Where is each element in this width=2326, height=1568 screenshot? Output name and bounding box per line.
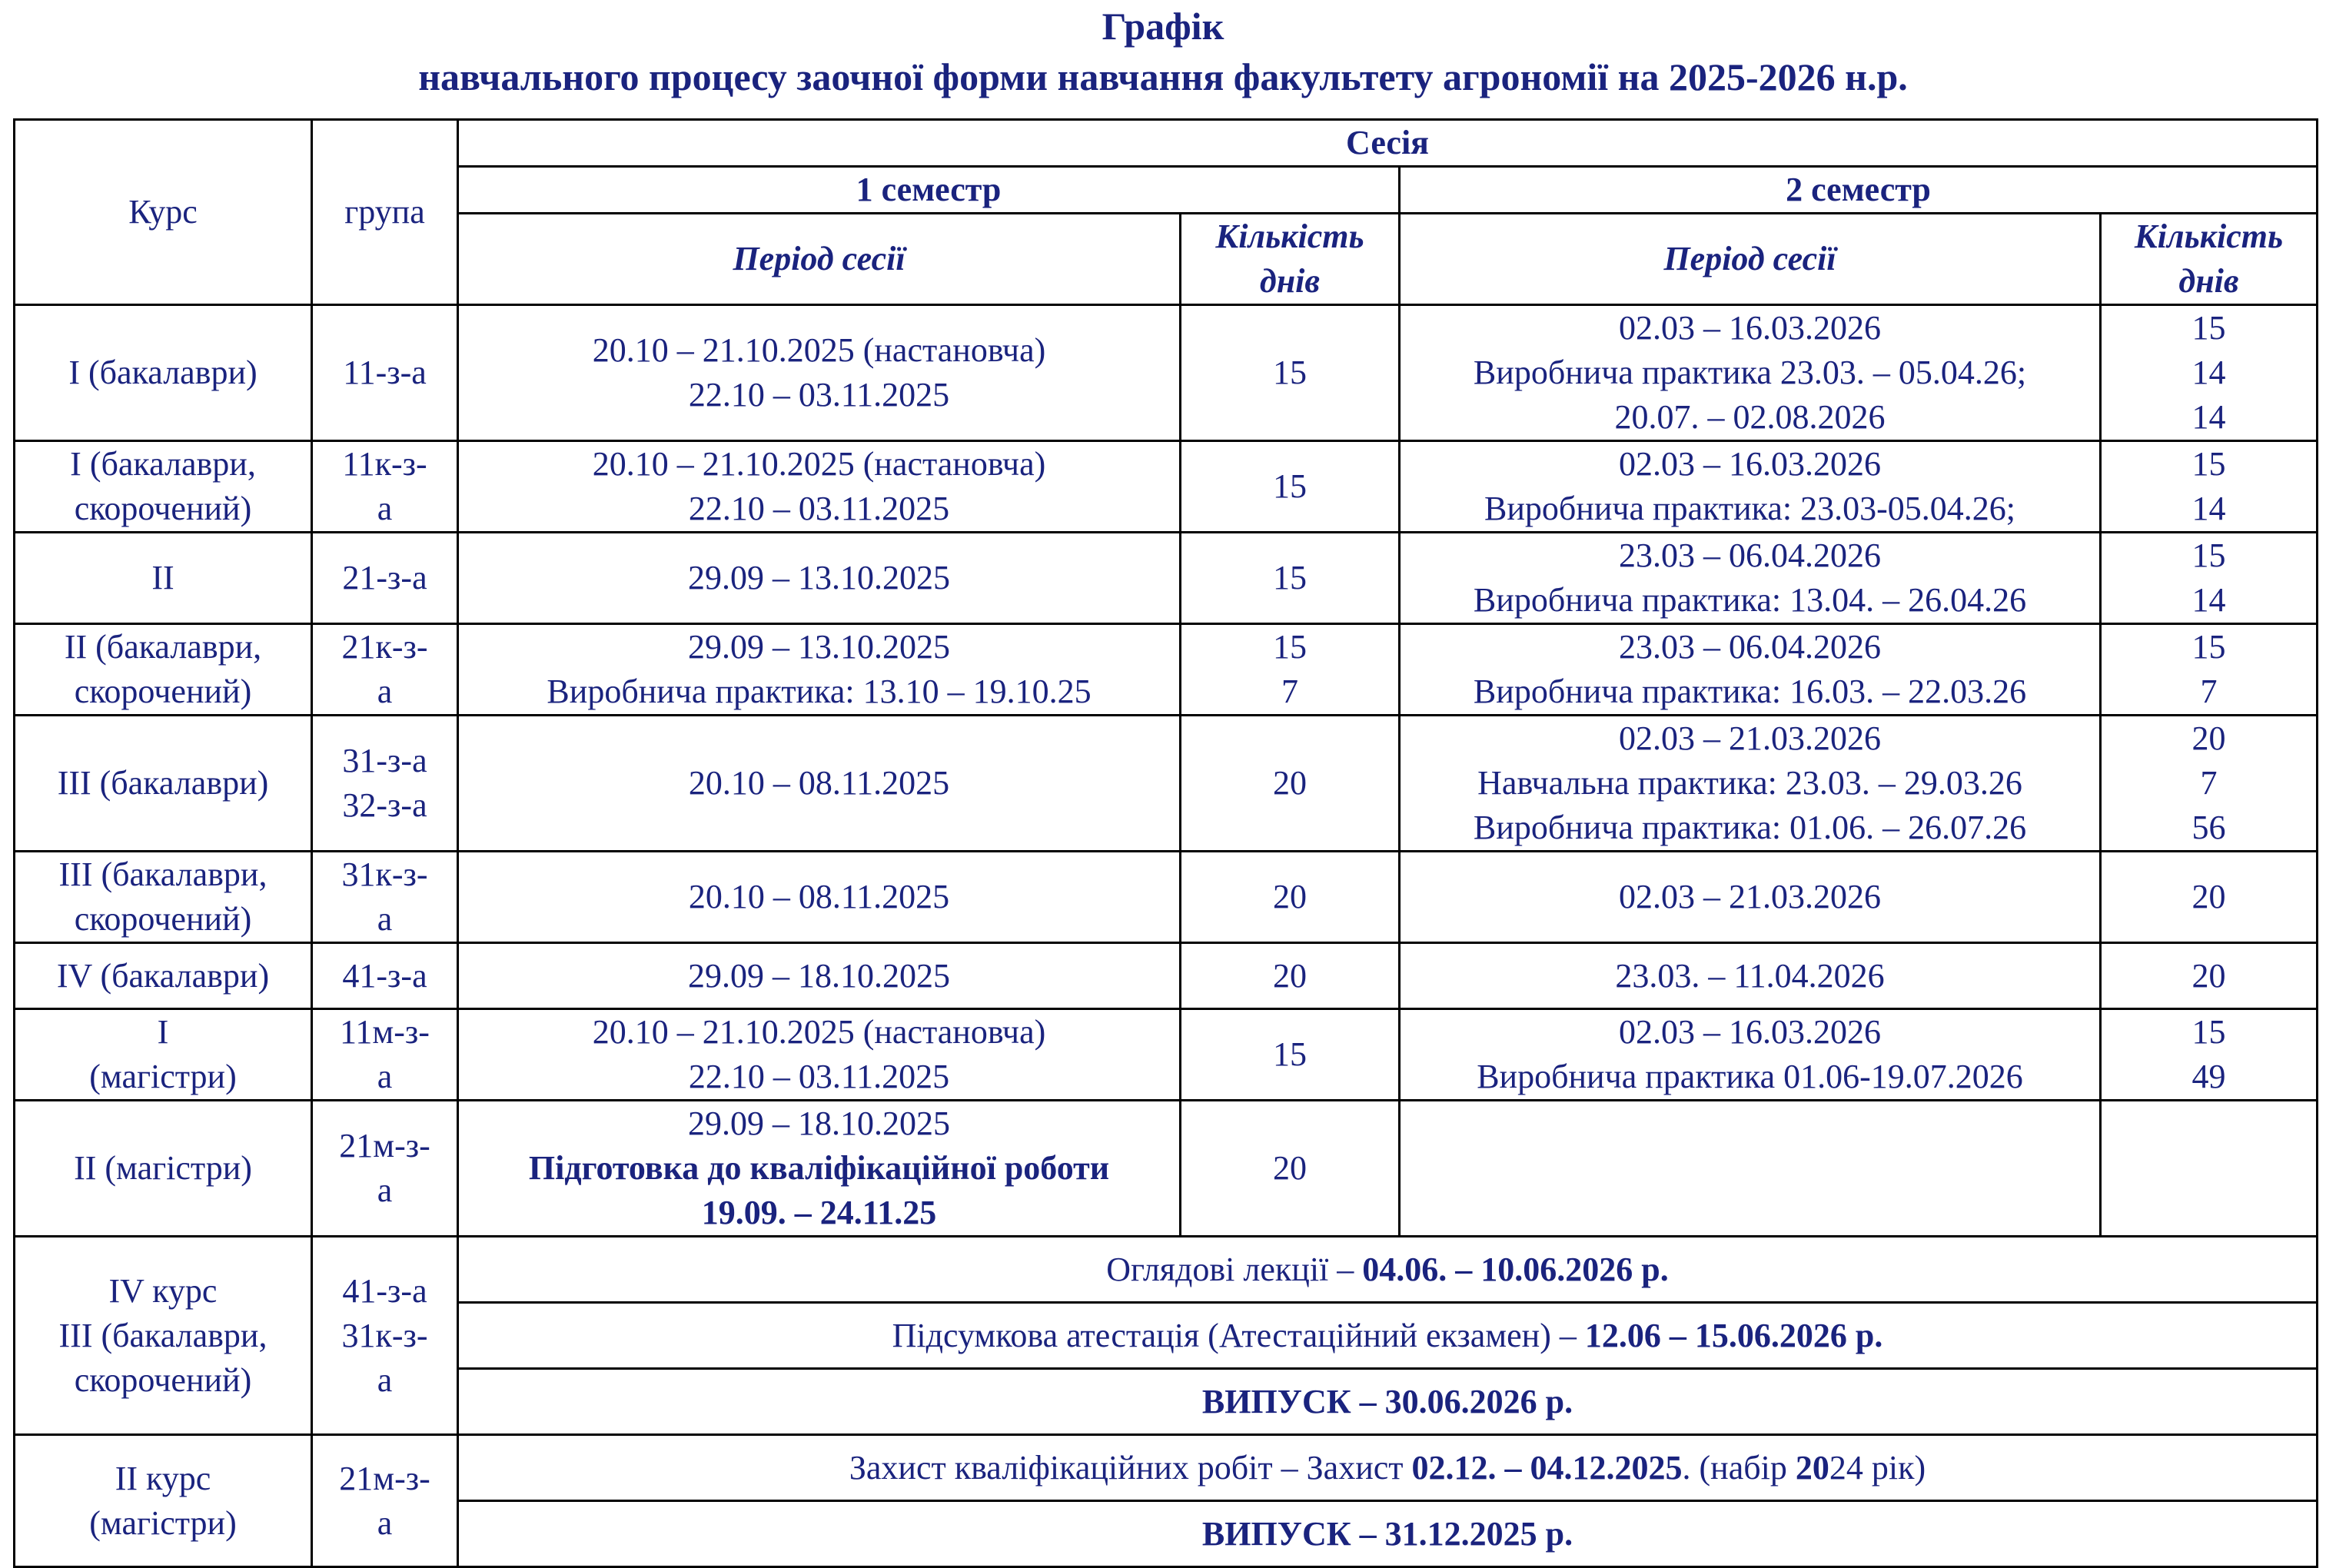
course-line: ІІІ (бакалаври,: [58, 1316, 267, 1354]
group-line: а: [377, 1503, 393, 1542]
review-lectures-dates: 04.06. – 10.06.2026 р.: [1362, 1250, 1669, 1288]
group-line: 41-з-а: [342, 1271, 427, 1310]
days-value: 15: [2191, 537, 2226, 574]
period-cell-s2: [1400, 624, 2101, 716]
group-cell: [312, 1009, 458, 1101]
thesis-defense-year-bold: 20: [1795, 1448, 1829, 1487]
group-line: 11к-з-: [342, 445, 427, 483]
course-line: ІІ курс: [115, 1459, 211, 1497]
course-cell: [15, 716, 312, 852]
header-row: [15, 120, 2318, 167]
group-line: а: [377, 490, 393, 527]
table-row: [15, 852, 2318, 943]
days-cell-s1: [1181, 943, 1400, 1009]
course-line: ІІ (бакалаври,: [64, 628, 262, 666]
table-row: [15, 716, 2318, 852]
period-line: 02.03 – 16.03.2026: [1619, 1013, 1881, 1051]
header-days-line1: Кількість: [2134, 218, 2284, 255]
course-cell: [15, 624, 312, 716]
period-cell-s1: [458, 852, 1181, 943]
attestation-label: Підсумкова атестація (Атестаційний екзамен) –: [892, 1316, 1585, 1354]
period-cell-s2: [1400, 943, 2101, 1009]
days-cell-s1: [1181, 1101, 1400, 1237]
group-line: 11-з-а: [343, 354, 427, 391]
thesis-prep-dates: 19.09. – 24.11.25: [701, 1194, 937, 1231]
period-line: 22.10 – 03.11.2025: [688, 1058, 950, 1095]
days-value: 14: [2191, 354, 2226, 391]
period-line: 20.10 – 21.10.2025 (настановча): [592, 445, 1046, 483]
thesis-defense-note: . (набір: [1682, 1448, 1796, 1487]
group-line: 32-з-а: [342, 786, 427, 824]
course-line: ІІ: [151, 559, 174, 596]
group-cell: [312, 305, 458, 441]
thesis-defense-dates: 02.12. – 04.12.2025: [1411, 1448, 1683, 1487]
period-cell-s2: [1400, 441, 2101, 533]
days-value: 56: [2191, 809, 2226, 846]
course-line: (магістри): [89, 1503, 237, 1542]
course-cell: [15, 441, 312, 533]
period-line: 20.07. – 02.08.2026: [1614, 398, 1886, 436]
days-value: 14: [2191, 490, 2226, 527]
period-cell-s2: [1400, 533, 2101, 624]
days-value: 15: [2191, 1013, 2226, 1051]
period-cell-s1: [458, 624, 1181, 716]
days-value: 14: [2191, 581, 2226, 619]
days-value: 7: [2200, 673, 2218, 710]
group-cell: [312, 852, 458, 943]
days-value: 20: [2191, 719, 2226, 757]
course-line: І: [157, 1013, 169, 1051]
review-lectures-label: Оглядові лекції –: [1106, 1250, 1363, 1288]
group-cell: [312, 624, 458, 716]
days-value: 20: [1273, 956, 1307, 995]
thesis-defense-year-rest: 24 рік): [1829, 1448, 1926, 1487]
thesis-prep-label: Підготовка до кваліфікаційної роботи: [528, 1149, 1110, 1187]
header-days-line2: днів: [2178, 262, 2239, 300]
page-title: Графік: [1102, 5, 1224, 48]
days-value: 20: [1273, 878, 1307, 915]
days-value: 15: [1273, 354, 1307, 391]
group-line: а: [377, 900, 393, 938]
days-cell-s2: [2101, 852, 2318, 943]
course-cell: [15, 305, 312, 441]
period-line: 29.09 – 18.10.2025: [688, 956, 950, 995]
thesis-defense-label: Захист кваліфікаційних робіт – Захист: [849, 1448, 1412, 1487]
group-cell: [312, 716, 458, 852]
table-row: [15, 305, 2318, 441]
days-cell-s1: [1181, 852, 1400, 943]
period-cell-s1: [458, 533, 1181, 624]
days-value: 7: [1281, 673, 1298, 710]
period-cell-s1: [458, 1009, 1181, 1101]
group-cell: [312, 943, 458, 1009]
graduation-cell: ВИПУСК – 31.12.2025 р.: [458, 1501, 2318, 1567]
final-row: [15, 1435, 2318, 1501]
period-line: 22.10 – 03.11.2025: [688, 376, 950, 414]
group-cell: [312, 441, 458, 533]
days-value: 14: [2191, 398, 2226, 436]
group-line: 31-з-а: [342, 742, 427, 779]
days-value: 7: [2200, 764, 2218, 802]
thesis-defense-cell: [458, 1435, 2318, 1501]
period-line: 23.03 – 06.04.2026: [1619, 628, 1881, 666]
group-line: 21м-з-: [339, 1459, 430, 1497]
course-line: І (бакалаври): [68, 354, 258, 391]
group-line: 31к-з-: [341, 855, 428, 893]
days-cell-s1: [1181, 716, 1400, 852]
group-cell: [312, 533, 458, 624]
header-semester-1: 1 семестр: [458, 167, 1400, 214]
course-line: І (бакалаври,: [70, 445, 256, 483]
period-line: 02.03 – 21.03.2026: [1619, 719, 1881, 757]
days-cell-s1: [1181, 305, 1400, 441]
days-cell-s2: [2101, 441, 2318, 533]
days-cell-s2: [2101, 624, 2318, 716]
days-value: 15: [1273, 467, 1307, 505]
period-cell-s2: [1400, 1101, 2101, 1237]
table-row: [15, 624, 2318, 716]
period-cell-s2: [1400, 716, 2101, 852]
period-line: 02.03 – 16.03.2026: [1619, 309, 1881, 347]
group-line: 11м-з-: [340, 1013, 430, 1051]
period-line: 23.03 – 06.04.2026: [1619, 537, 1881, 574]
period-cell-s1: [458, 441, 1181, 533]
course-line: скорочений): [74, 673, 252, 710]
days-value: 49: [2191, 1058, 2226, 1095]
period-line: Виробнича практика: 16.03. – 22.03.26: [1473, 673, 2027, 710]
period-line: 20.10 – 21.10.2025 (настановча): [592, 1013, 1046, 1051]
course-line: ІІІ (бакалаври): [57, 764, 269, 802]
header-session: Сесія: [458, 120, 2318, 167]
days-value: 20: [1273, 1149, 1307, 1187]
course-line: ІV курс: [108, 1271, 218, 1310]
period-line: 20.10 – 08.11.2025: [688, 878, 950, 915]
days-value: 15: [2191, 309, 2226, 347]
period-line: 22.10 – 03.11.2025: [688, 490, 950, 527]
course-cell: [15, 533, 312, 624]
course-cell: [15, 1009, 312, 1101]
header-semester-2: 2 семестр: [1400, 167, 2318, 214]
group-line: 21-з-а: [342, 559, 427, 596]
review-lectures-cell: [458, 1237, 2318, 1303]
header-days-line2: днів: [1259, 262, 1321, 300]
period-line: 20.10 – 21.10.2025 (настановча): [592, 331, 1046, 369]
period-line: 29.09 – 13.10.2025: [688, 628, 950, 666]
course-cell: [15, 943, 312, 1009]
table-row: [15, 441, 2318, 533]
table-row: [15, 943, 2318, 1009]
course-cell: [15, 1101, 312, 1237]
header-days-s1: [1181, 214, 1400, 305]
course-line: скорочений): [74, 1360, 252, 1399]
period-cell-s1: [458, 1101, 1181, 1237]
days-value: 15: [2191, 628, 2226, 666]
period-line: 23.03. – 11.04.2026: [1615, 956, 1885, 995]
group-line: 31к-з-: [341, 1316, 428, 1354]
days-value: 15: [1273, 1035, 1307, 1073]
days-value: 15: [2191, 445, 2226, 483]
days-cell-s1: [1181, 624, 1400, 716]
period-line: Навчальна практика: 23.03. – 29.03.26: [1477, 764, 2022, 802]
days-value: 20: [2191, 878, 2226, 915]
period-line: 29.09 – 13.10.2025: [688, 559, 950, 596]
group-line: а: [377, 1360, 393, 1399]
days-cell-s2: [2101, 1101, 2318, 1237]
period-line: Виробнича практика: 23.03-05.04.26;: [1484, 490, 2016, 527]
days-cell-s1: [1181, 1009, 1400, 1101]
table-row: [15, 1101, 2318, 1237]
days-cell-s2: [2101, 1009, 2318, 1101]
header-period-s2: Період сесії: [1400, 214, 2101, 305]
period-cell-s2: [1400, 1009, 2101, 1101]
days-value: 20: [2191, 956, 2226, 995]
group-line: а: [377, 1058, 393, 1095]
period-cell-s2: [1400, 305, 2101, 441]
attestation-dates: 12.06 – 15.06.2026 р.: [1584, 1316, 1883, 1354]
period-line: Виробнича практика: 13.10 – 19.10.25: [547, 673, 1092, 710]
group-line: 41-з-а: [342, 956, 427, 995]
days-value: 20: [1273, 764, 1307, 802]
period-line: 20.10 – 08.11.2025: [688, 764, 950, 802]
final-row: [15, 1237, 2318, 1303]
period-line: 02.03 – 21.03.2026: [1619, 878, 1881, 915]
course-cell: [15, 852, 312, 943]
period-line: Виробнича практика: 13.04. – 26.04.26: [1473, 581, 2027, 619]
period-line: 02.03 – 16.03.2026: [1619, 445, 1881, 483]
page-subtitle: навчального процесу заочної форми навчання факультету агрономії на 2025-2026 н.р.: [418, 55, 1908, 98]
table-row: [15, 1009, 2318, 1101]
attestation-cell: [458, 1303, 2318, 1369]
days-value: 15: [1273, 559, 1307, 596]
table-row: [15, 533, 2318, 624]
period-cell-s2: [1400, 852, 2101, 943]
group-cell: [312, 1101, 458, 1237]
days-cell-s1: [1181, 441, 1400, 533]
course-line: ІV (бакалаври): [56, 956, 270, 995]
course-line: скорочений): [74, 900, 252, 938]
course-cell: [15, 1237, 312, 1435]
course-line: ІІІ (бакалаври,: [58, 855, 267, 893]
header-days-s2: [2101, 214, 2318, 305]
period-cell-s1: [458, 943, 1181, 1009]
group-cell: [312, 1237, 458, 1435]
period-line: Виробнича практика: 01.06. – 26.07.26: [1473, 809, 2027, 846]
days-cell-s2: [2101, 533, 2318, 624]
header-group: група: [312, 120, 458, 305]
graduation-cell: ВИПУСК – 30.06.2026 р.: [458, 1369, 2318, 1435]
period-cell-s1: [458, 305, 1181, 441]
group-line: а: [377, 1171, 393, 1209]
course-line: (магістри): [89, 1058, 237, 1095]
course-line: скорочений): [74, 490, 252, 527]
days-cell-s2: [2101, 943, 2318, 1009]
days-value: 15: [1273, 628, 1307, 666]
days-cell-s1: [1181, 533, 1400, 624]
group-cell: [312, 1435, 458, 1567]
days-cell-s2: [2101, 716, 2318, 852]
group-line: 21м-з-: [339, 1127, 430, 1164]
group-line: 21к-з-: [341, 628, 428, 666]
period-line: Виробнича практика 01.06-19.07.2026: [1477, 1058, 2023, 1095]
period-line: 29.09 – 18.10.2025: [688, 1105, 950, 1142]
group-line: а: [377, 673, 393, 710]
header-period-s1: Період сесії: [458, 214, 1181, 305]
period-cell-s1: [458, 716, 1181, 852]
days-cell-s2: [2101, 305, 2318, 441]
course-label: ІІ (магістри): [74, 1149, 252, 1187]
header-course: Курс: [15, 120, 312, 305]
header-days-line1: Кількість: [1215, 218, 1364, 255]
course-cell: [15, 1435, 312, 1567]
schedule-table-body: [15, 120, 2318, 1567]
schedule-table: [13, 118, 2318, 1568]
period-line: Виробнича практика 23.03. – 05.04.26;: [1473, 354, 2027, 391]
